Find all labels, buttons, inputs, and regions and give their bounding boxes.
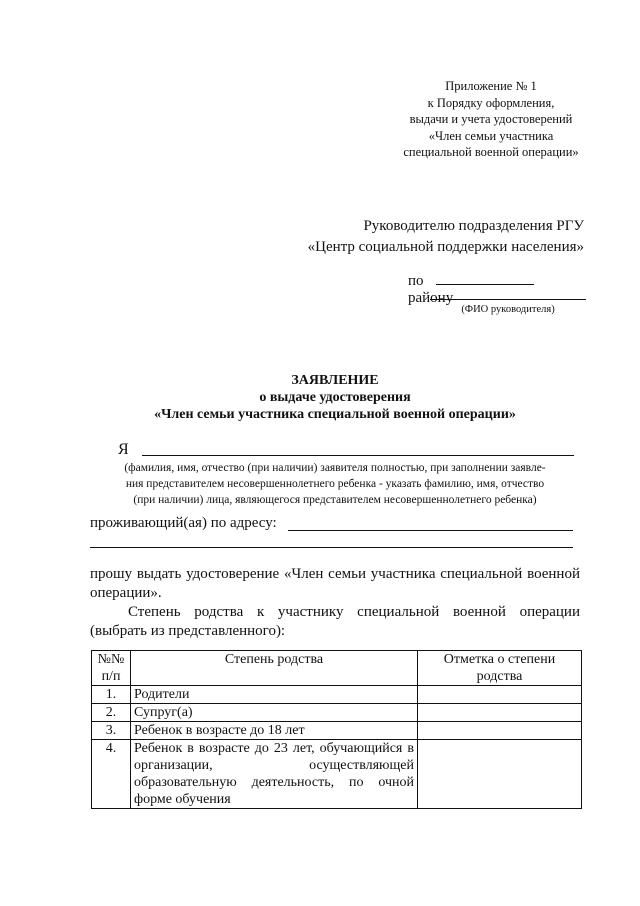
- residence-address-line[interactable]: [288, 530, 573, 531]
- table-row: [92, 740, 582, 809]
- hint-line: (при наличии) лица, являющегося представителем несовершеннолетнего ребенка): [133, 494, 537, 506]
- table-header-row: [92, 651, 582, 686]
- title-line: о выдаче удостоверения: [259, 390, 411, 405]
- head-name-line[interactable]: [430, 299, 586, 300]
- district-prefix: по: [408, 273, 424, 289]
- applicant-name-line[interactable]: [142, 455, 574, 456]
- table-row: [92, 722, 582, 740]
- appendix-line: выдачи и учета удостоверений: [409, 112, 573, 126]
- title-line: ЗАЯВЛЕНИЕ: [291, 373, 379, 388]
- appendix-line: к Порядку оформления,: [427, 95, 555, 110]
- column-header-number: №№ п/п: [92, 651, 131, 686]
- row-number: 4.: [92, 740, 131, 809]
- row-kinship: Супруг(а): [131, 704, 418, 722]
- row-kinship: Ребенок в возрасте до 23 лет, обучающийся в организации, осуществляющей образовательную деятельность, по очной форме обучения: [131, 740, 418, 809]
- addressee-block: [308, 216, 584, 258]
- kinship-paragraph: Степень родства к участнику специальной военной операции (выбрать из представленного):: [90, 604, 580, 639]
- table-row: [92, 686, 582, 704]
- appendix-line: «Член семьи участника: [428, 128, 554, 143]
- appendix-line: Приложение № 1: [445, 79, 537, 93]
- column-header-mark: Отметка о степени родства: [418, 651, 582, 686]
- district-blank[interactable]: [436, 270, 534, 285]
- appendix-block: [378, 78, 604, 161]
- row-number: 2.: [92, 704, 131, 722]
- hint-line: ния представителем несовершеннолетнего ребенка - указать фамилию, имя, отчество: [125, 478, 545, 490]
- appendix-line: специальной военной операции»: [403, 145, 579, 159]
- title-line: «Член семьи участника специальной военной операции»: [154, 407, 516, 422]
- row-mark-cell[interactable]: [418, 686, 582, 704]
- row-mark-cell[interactable]: [418, 740, 582, 809]
- residence-address-line-2[interactable]: [90, 547, 573, 548]
- row-number: 3.: [92, 722, 131, 740]
- table-row: [92, 704, 582, 722]
- row-number: 1.: [92, 686, 131, 704]
- row-mark-cell[interactable]: [418, 704, 582, 722]
- hint-line: (фамилия, имя, отчество (при наличии) заявителя полностью, при заполнении заявле-: [124, 462, 546, 474]
- column-header-kinship: Степень родства: [131, 651, 418, 686]
- applicant-hint: [90, 460, 580, 508]
- row-kinship: Родители: [131, 686, 418, 704]
- row-mark-cell[interactable]: [418, 722, 582, 740]
- kinship-table: [91, 650, 582, 809]
- addressee-line: «Центр социальной поддержки населения»: [307, 239, 584, 255]
- district-suffix: району: [408, 290, 454, 306]
- residence-label: проживающий(ая) по адресу:: [90, 515, 277, 531]
- district-field: [408, 270, 584, 307]
- row-kinship: Ребенок в возрасте до 18 лет: [131, 722, 418, 740]
- addressee-line: Руководителю подразделения РГУ: [363, 218, 584, 234]
- head-name-caption: (ФИО руководителя): [461, 304, 555, 315]
- request-paragraph: прошу выдать удостоверение «Член семьи участника специальной военной операции».: [90, 566, 580, 601]
- applicant-label: Я: [118, 441, 129, 458]
- document-title: [90, 372, 580, 423]
